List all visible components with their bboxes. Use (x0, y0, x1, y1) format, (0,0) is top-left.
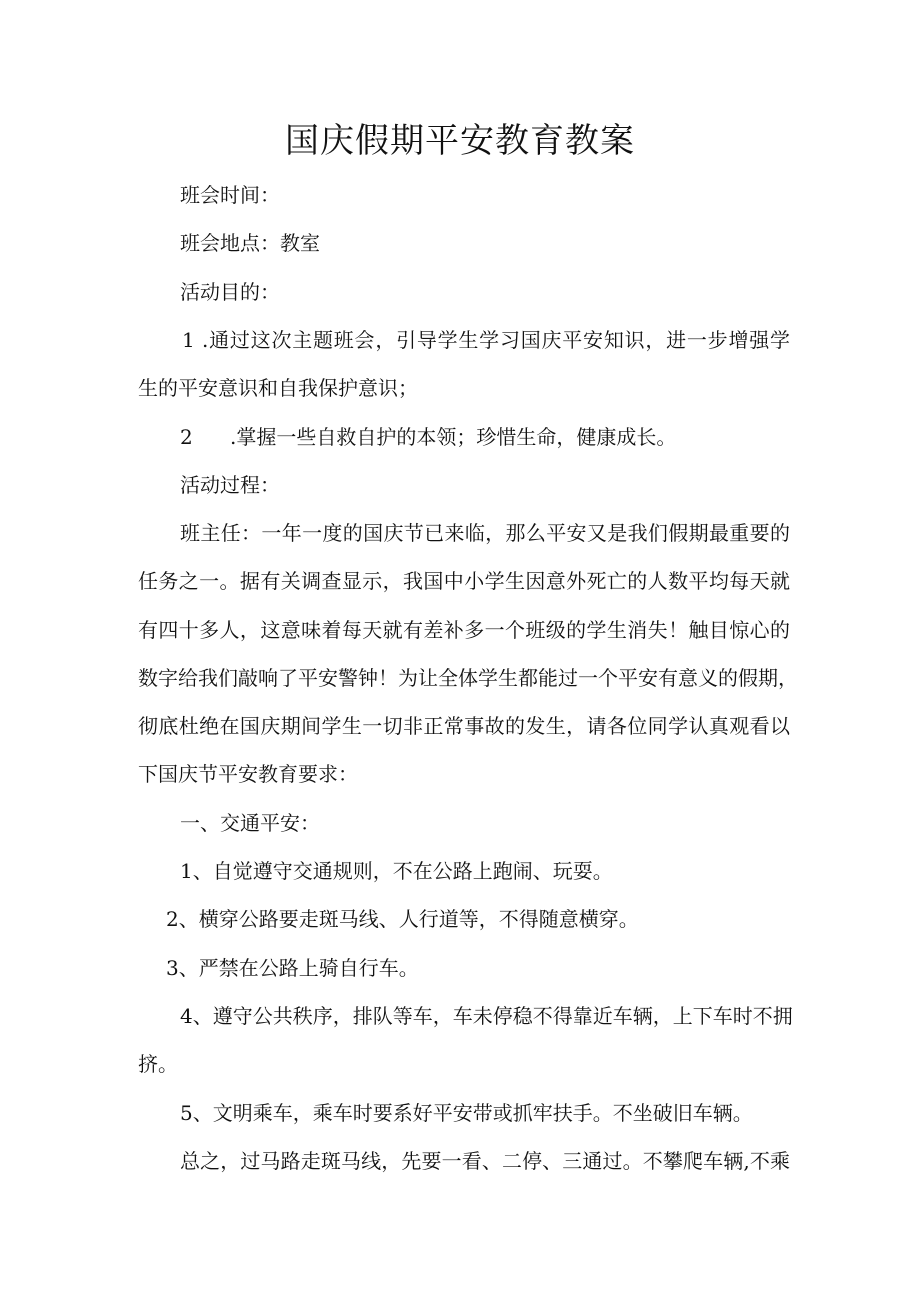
goal-2-number: 2 (180, 425, 193, 449)
section-1-heading: 一、交通平安： (180, 811, 320, 835)
traffic-rule-2: 2、横穿公路要走斑马线、人行道等，不得随意横穿。 (166, 907, 639, 931)
traffic-rule-5: 5、文明乘车，乘车时要系好平安带或抓牢扶手。不坐破旧车辆。 (180, 1101, 753, 1125)
traffic-rule-3: 3、严禁在公路上骑自行车。 (166, 956, 419, 980)
traffic-rule-4-line-2: 挤。 (138, 1052, 178, 1076)
goal-2-text: .掌握一些自救自护的本领；珍惜生命，健康成长。 (230, 425, 677, 449)
teacher-paragraph-line: 任务之一。据有关调查显示，我国中小学生因意外死亡的人数平均每天就 (138, 569, 790, 593)
summary-line-1: 总之，过马路走斑马线，先要一看、二停、三通过。不攀爬车辆,不乘 (180, 1149, 790, 1173)
teacher-paragraph-line: 有四十多人，这意味着每天就有差补多一个班级的学生消失！触目惊心的 (138, 618, 790, 642)
goals-label: 活动目的： (180, 280, 280, 304)
teacher-paragraph-line: 班主任：一年一度的国庆节已来临，那么平安又是我们假期最重要的 (180, 521, 790, 545)
teacher-paragraph-line: 下国庆节平安教育要求： (138, 762, 358, 786)
meeting-place-label: 班会地点：教室 (180, 231, 320, 255)
traffic-rule-4-line-1: 4、遵守公共秩序，排队等车，车未停稳不得靠近车辆，上下车时不拥 (180, 1004, 793, 1028)
process-label: 活动过程： (180, 473, 280, 497)
goal-1-text-line-2: 生的平安意识和自我保护意识； (138, 376, 418, 400)
meeting-time-label: 班会时间： (180, 183, 280, 207)
teacher-paragraph-line: 彻底杜绝在国庆期间学生一切非正常事故的发生，请各位同学认真观看以 (138, 714, 790, 738)
goal-1-text-line-1: .通过这次主题班会，引导学生学习国庆平安知识，进一步增强学 (202, 328, 790, 352)
teacher-paragraph-line: 数字给我们敲响了平安警钟！为让全体学生都能过一个平安有意义的假期， (138, 666, 798, 690)
goal-1-number: 1 (182, 328, 195, 352)
document-title: 国庆假期平安教育教案 (285, 121, 635, 161)
traffic-rule-1: 1、自觉遵守交通规则，不在公路上跑闹、玩耍。 (180, 859, 613, 883)
